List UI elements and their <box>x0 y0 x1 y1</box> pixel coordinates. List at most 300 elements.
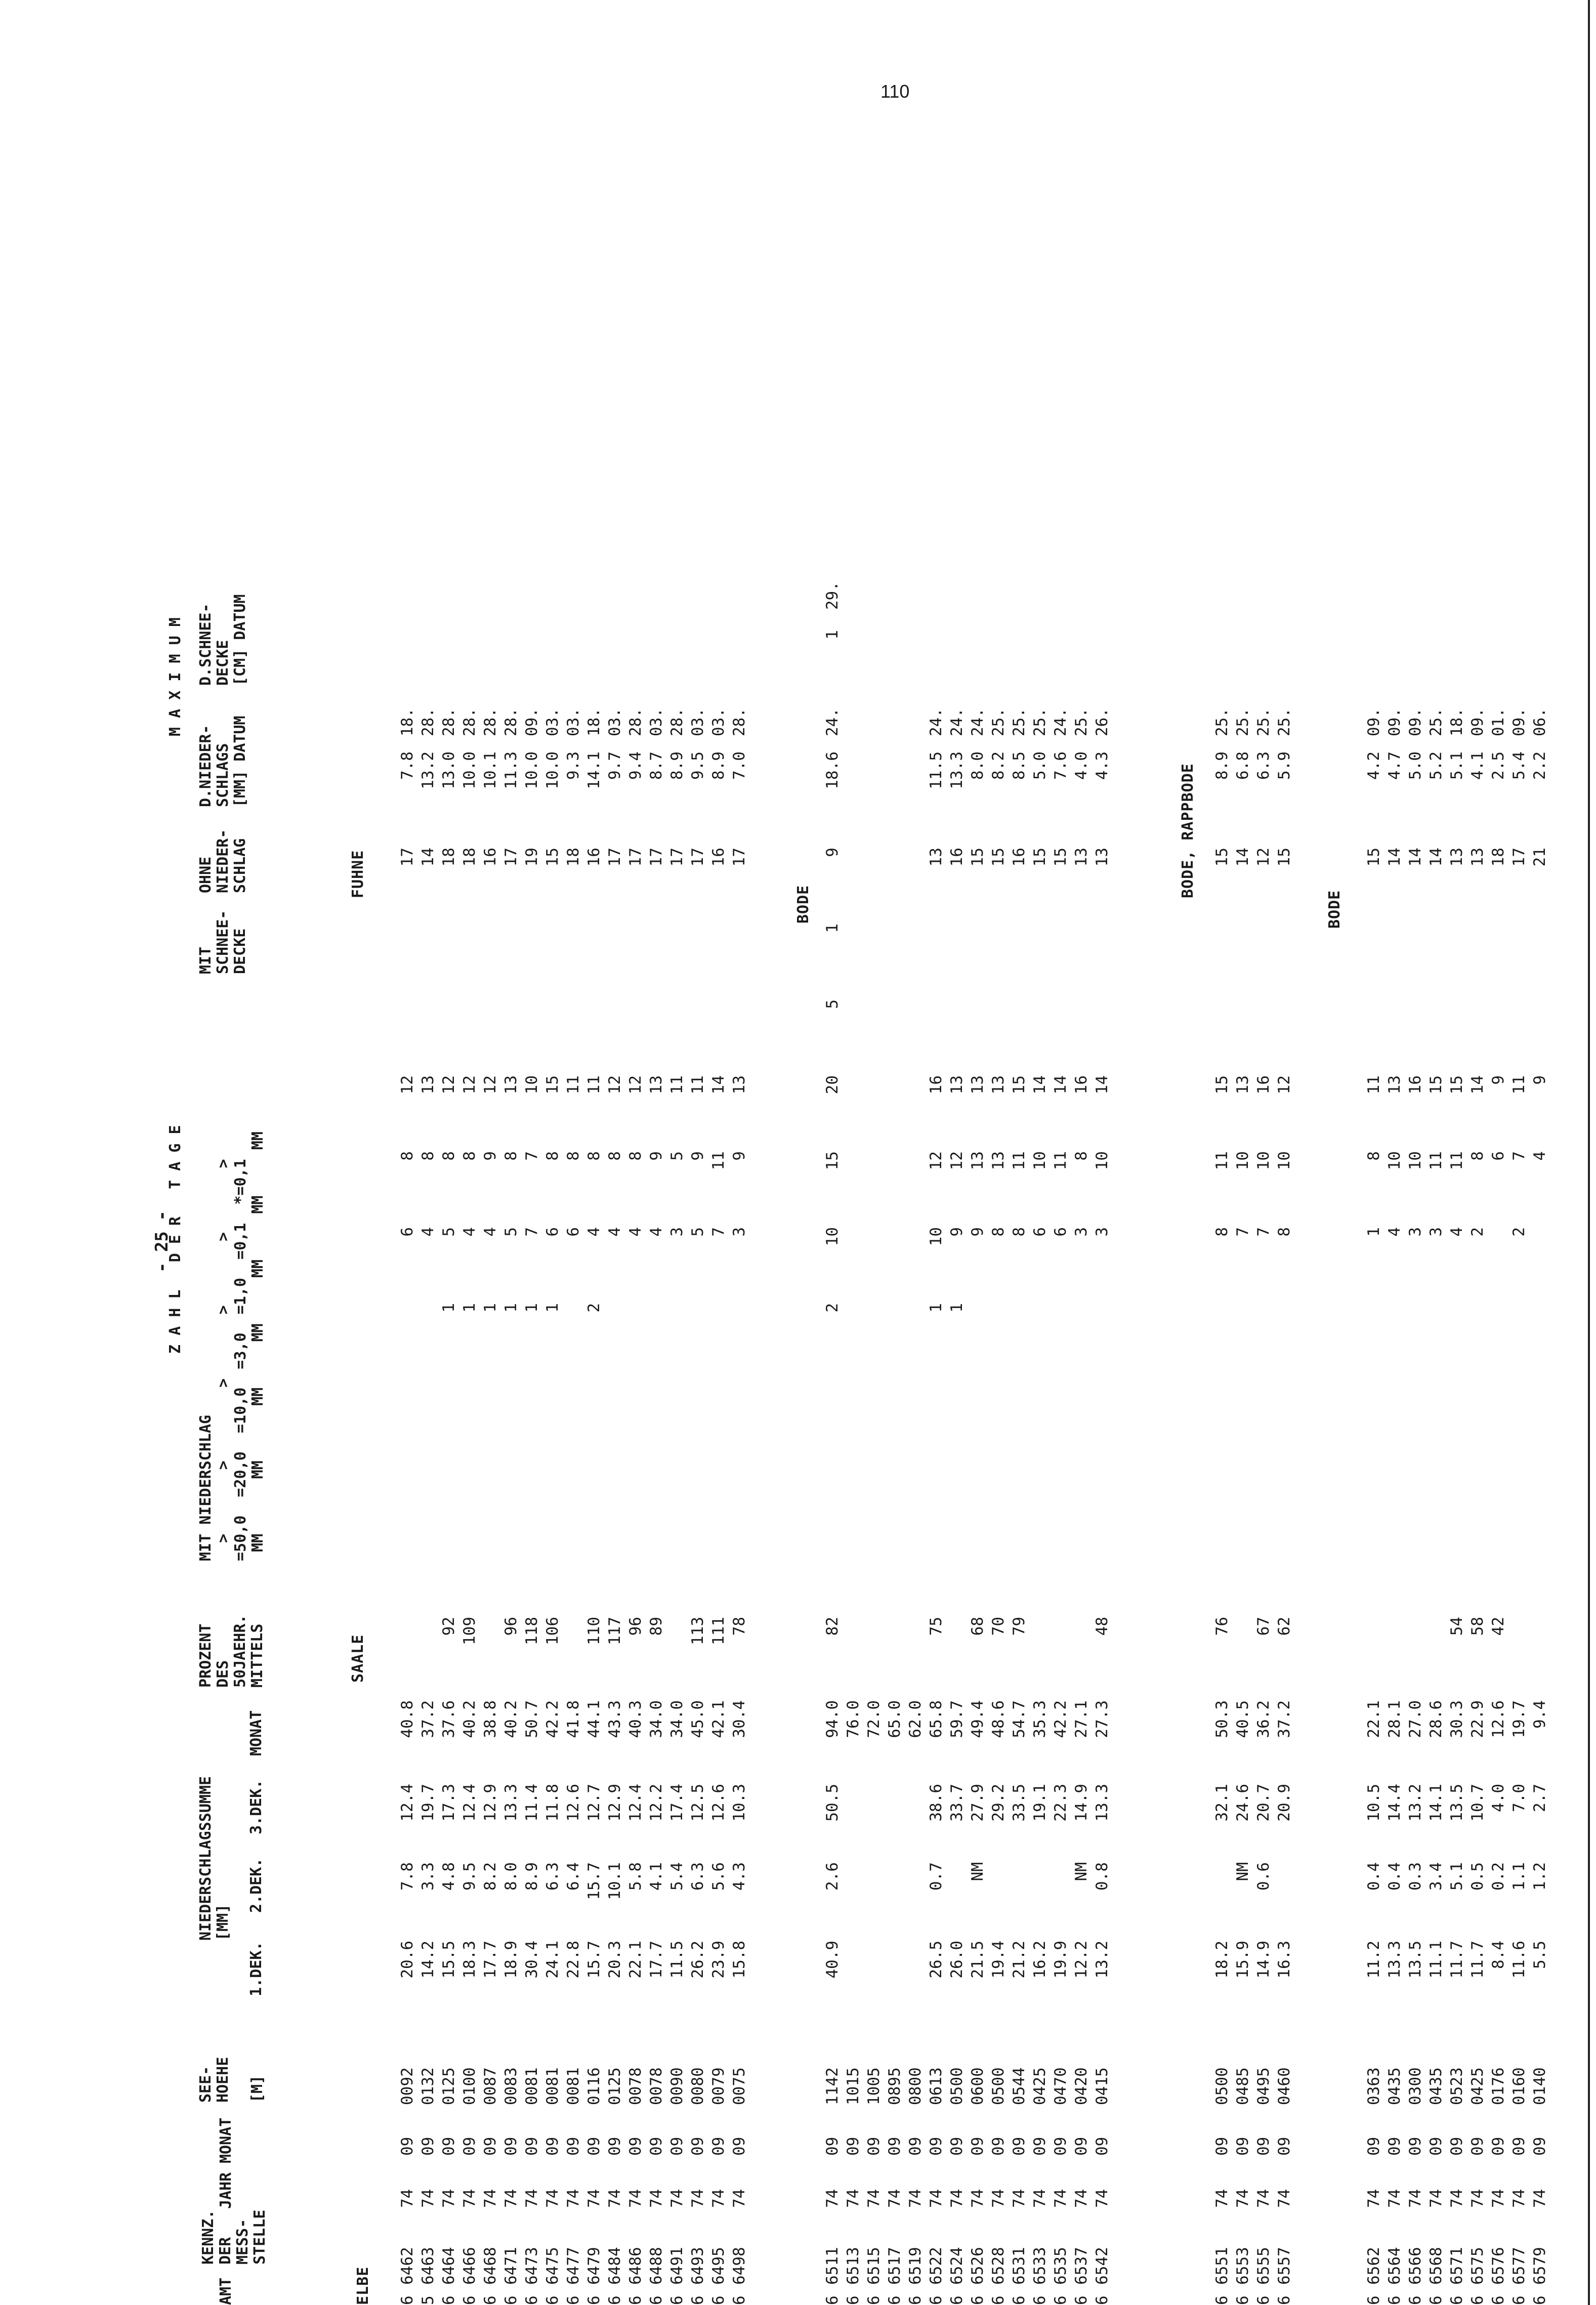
cell-mxnd: 25. <box>1427 708 1445 736</box>
cell-n3: 4 <box>481 1227 499 1237</box>
cell-d1: 23.9 <box>709 1941 728 1979</box>
cell-amt: 6 <box>1427 2295 1445 2305</box>
cell-d1: 17.7 <box>481 1941 499 1979</box>
cell-mxn: 10.0 <box>543 751 562 789</box>
cell-n1: 8 <box>606 1151 624 1161</box>
cell-mon: 65.0 <box>886 1700 904 1738</box>
cell-mxnd: 28. <box>730 708 748 736</box>
cell-proz: 75 <box>927 1617 945 1636</box>
cell-n3: 3 <box>668 1227 686 1237</box>
cell-mon: 22.9 <box>1468 1700 1487 1738</box>
cell-amt: 6 <box>564 2295 582 2305</box>
cell-ohne: 13 <box>1072 848 1090 867</box>
cell-proz: 62 <box>1275 1617 1293 1636</box>
cell-ohne: 17 <box>1510 848 1528 867</box>
table-row <box>483 534 498 2305</box>
table-row <box>1256 534 1272 2305</box>
cell-n1: 11 <box>1448 1151 1466 1170</box>
cell-jahr: 74 <box>1093 2189 1111 2208</box>
table-row <box>1277 534 1292 2305</box>
cell-mxnd: 03. <box>606 708 624 736</box>
cell-hoehe: 0078 <box>647 2067 665 2105</box>
cell-proz: 82 <box>823 1617 842 1636</box>
cell-hoehe: 0176 <box>1489 2067 1507 2105</box>
cell-proz: 111 <box>709 1617 728 1645</box>
cell-hoehe: 0125 <box>440 2067 458 2105</box>
cell-ohne: 18 <box>440 848 458 867</box>
cell-hoehe: 0079 <box>709 2067 728 2105</box>
cell-d3: 33.7 <box>948 1784 966 1822</box>
cell-d1: 5.5 <box>1531 1941 1549 1969</box>
cell-hoehe: 0485 <box>1234 2067 1252 2105</box>
cell-mxn: 5.2 <box>1427 751 1445 780</box>
cell-mxn: 2.2 <box>1531 751 1549 780</box>
rotated-table <box>0 89 1549 2305</box>
cell-n1: 12 <box>927 1151 945 1170</box>
cell-mxn: 4.2 <box>1365 751 1383 780</box>
cell-n01: 16 <box>1254 1075 1273 1095</box>
cell-n1: 9 <box>647 1151 665 1161</box>
cell-amt: 6 <box>543 2295 562 2305</box>
header-maximum: M A X I M U M <box>166 617 184 736</box>
cell-amt: 6 <box>823 2295 842 2305</box>
cell-mxn: 11.3 <box>502 751 520 789</box>
cell-kennz: 6519 <box>906 2247 925 2285</box>
cell-n1: 8 <box>460 1151 479 1161</box>
cell-monat: 09 <box>419 2136 437 2156</box>
cell-jahr: 74 <box>1510 2189 1528 2208</box>
cell-n1: 5 <box>668 1151 686 1161</box>
cell-jahr: 74 <box>1234 2189 1252 2208</box>
cell-n1: 8 <box>398 1151 416 1161</box>
header-seehoehe: SEE- HOEHE [M] <box>197 2057 266 2103</box>
cell-mxnd: 26. <box>1093 708 1111 736</box>
table-row <box>628 534 644 2305</box>
cell-kennz: 6471 <box>502 2247 520 2285</box>
cell-n10: 1 <box>543 1303 562 1313</box>
cell-ohne: 15 <box>543 848 562 867</box>
cell-mxn: 10.0 <box>460 751 479 789</box>
cell-n01: 11 <box>585 1075 603 1095</box>
cell-hoehe: 0895 <box>886 2067 904 2105</box>
cell-ohne: 17 <box>626 848 645 867</box>
cell-d2: 5.4 <box>668 1862 686 1891</box>
cell-n01: 15 <box>1448 1075 1466 1095</box>
cell-monat: 09 <box>906 2136 925 2156</box>
cell-hoehe: 0081 <box>543 2067 562 2105</box>
cell-kennz: 6566 <box>1406 2247 1424 2285</box>
cell-mxn: 10.1 <box>481 751 499 789</box>
cell-d3: 17.3 <box>440 1784 458 1822</box>
cell-d1: 15.9 <box>1234 1941 1252 1979</box>
cell-d3: 7.0 <box>1510 1784 1528 1812</box>
cell-mxn: 4.7 <box>1385 751 1404 780</box>
cell-monat: 09 <box>989 2136 1007 2156</box>
cell-kennz: 6571 <box>1448 2247 1466 2285</box>
cell-mxnd: 25. <box>1072 708 1090 736</box>
cell-d3: 4.0 <box>1489 1784 1507 1812</box>
cell-amt: 6 <box>626 2295 645 2305</box>
cell-mxnd: 24. <box>969 708 987 736</box>
cell-n3: 4 <box>460 1227 479 1237</box>
cell-monat: 09 <box>585 2136 603 2156</box>
cell-n01: 14 <box>1093 1075 1111 1095</box>
cell-d2: 5.8 <box>626 1862 645 1891</box>
cell-mon: 42.2 <box>1052 1700 1070 1738</box>
cell-mon: 50.3 <box>1213 1700 1231 1738</box>
cell-hoehe: 0116 <box>585 2067 603 2105</box>
header-niederschlagssumme: NIEDERSCHLAGSSUMME [MM] <box>197 1776 232 1941</box>
cell-amt: 6 <box>1510 2295 1528 2305</box>
cell-amt: 6 <box>1385 2295 1404 2305</box>
cell-d1: 11.1 <box>1427 1941 1445 1979</box>
cell-n10: 2 <box>823 1303 842 1313</box>
cell-kennz: 6515 <box>865 2247 883 2285</box>
table-row <box>1408 534 1423 2305</box>
cell-kennz: 6551 <box>1213 2247 1231 2285</box>
table-row <box>846 534 861 2305</box>
cell-mon: 30.4 <box>730 1700 748 1738</box>
cell-ohne: 14 <box>1234 848 1252 867</box>
cell-mxnd: 09. <box>1510 708 1528 736</box>
cell-d2: 10.1 <box>606 1862 624 1900</box>
cell-hoehe: 0363 <box>1365 2067 1383 2105</box>
cell-proz: 70 <box>989 1617 1007 1636</box>
cell-proz: 48 <box>1093 1617 1111 1636</box>
cell-n01: 12 <box>460 1075 479 1095</box>
cell-amt: 6 <box>1093 2295 1111 2305</box>
cell-proz: 42 <box>1489 1617 1507 1636</box>
cell-d1: 19.9 <box>1052 1941 1070 1979</box>
cell-ohne: 15 <box>989 848 1007 867</box>
cell-hoehe: 0300 <box>1406 2067 1424 2105</box>
cell-hoehe: 0081 <box>523 2067 541 2105</box>
section-label-elbe: ELBE <box>354 2266 372 2305</box>
cell-mon: 37.2 <box>1275 1700 1293 1738</box>
table-row <box>866 534 882 2305</box>
cell-ohne: 15 <box>1275 848 1293 867</box>
cell-hoehe: 0160 <box>1510 2067 1528 2105</box>
cell-n1: 7 <box>523 1151 541 1161</box>
cell-monat: 09 <box>1510 2136 1528 2156</box>
cell-d1: 19.4 <box>989 1941 1007 1979</box>
cell-n1: 9 <box>481 1151 499 1161</box>
cell-mxn: 7.0 <box>730 751 748 780</box>
cell-n01: 11 <box>1365 1075 1383 1095</box>
cell-n01: 15 <box>1213 1075 1231 1095</box>
cell-mon: 76.0 <box>844 1700 862 1738</box>
cell-jahr: 74 <box>823 2189 842 2208</box>
cell-mxn: 8.9 <box>709 751 728 780</box>
cell-ohne: 18 <box>1489 848 1507 867</box>
cell-monat: 09 <box>398 2136 416 2156</box>
cell-d3: 12.9 <box>481 1784 499 1822</box>
cell-amt: 6 <box>1275 2295 1293 2305</box>
cell-jahr: 74 <box>1427 2189 1445 2208</box>
cell-n01: 9 <box>1489 1075 1507 1085</box>
cell-amt: 6 <box>647 2295 665 2305</box>
cell-mxnd: 24. <box>823 708 842 736</box>
cell-d2: 0.7 <box>927 1862 945 1891</box>
cell-n1: 13 <box>989 1151 1007 1170</box>
cell-n1: 10 <box>1234 1151 1252 1170</box>
cell-n3: 2 <box>1510 1227 1528 1237</box>
cell-d3: 12.4 <box>460 1784 479 1822</box>
cell-kennz: 6468 <box>481 2247 499 2285</box>
cell-hoehe: 0544 <box>1010 2067 1028 2105</box>
cell-jahr: 74 <box>585 2189 603 2208</box>
cell-amt: 6 <box>1406 2295 1424 2305</box>
cell-n1: 11 <box>1213 1151 1231 1170</box>
cell-n1: 13 <box>969 1151 987 1170</box>
cell-hoehe: 0425 <box>1031 2067 1049 2105</box>
cell-n3: 8 <box>1010 1227 1028 1237</box>
cell-kennz: 6557 <box>1275 2247 1293 2285</box>
cell-ohne: 16 <box>948 848 966 867</box>
cell-d3: 20.7 <box>1254 1784 1273 1822</box>
cell-hoehe: 0613 <box>927 2067 945 2105</box>
cell-mxnd: 03. <box>543 708 562 736</box>
cell-amt: 6 <box>1531 2295 1549 2305</box>
cell-d2: 7.8 <box>398 1862 416 1891</box>
cell-mon: 37.6 <box>440 1700 458 1738</box>
cell-n01: 14 <box>1031 1075 1049 1095</box>
cell-hoehe: 0500 <box>948 2067 966 2105</box>
section-label-bode-rappbode: BODE, RAPPBODE <box>1179 763 1197 898</box>
cell-hoehe: 0460 <box>1275 2067 1293 2105</box>
cell-mon: 72.0 <box>865 1700 883 1738</box>
table-row <box>1053 534 1069 2305</box>
cell-n1: 11 <box>1427 1151 1445 1170</box>
cell-n1: 8 <box>419 1151 437 1161</box>
cell-t01: 5 <box>823 999 842 1009</box>
section-label-bode-2: BODE <box>1326 890 1343 929</box>
table-row <box>441 534 457 2305</box>
cell-mxn: 10.0 <box>523 751 541 789</box>
cell-mxn: 5.1 <box>1448 751 1466 780</box>
cell-hoehe: 0125 <box>606 2067 624 2105</box>
cell-amt: 6 <box>502 2295 520 2305</box>
cell-d3: 2.7 <box>1531 1784 1549 1812</box>
cell-ohne: 13 <box>927 848 945 867</box>
cell-d2: 5.1 <box>1448 1862 1466 1891</box>
cell-n3: 3 <box>1093 1227 1111 1237</box>
cell-amt: 6 <box>398 2295 416 2305</box>
cell-n3: 5 <box>502 1227 520 1237</box>
cell-d1: 11.7 <box>1468 1941 1487 1979</box>
cell-kennz: 6535 <box>1052 2247 1070 2285</box>
cell-hoehe: 0075 <box>730 2067 748 2105</box>
cell-mxn: 5.0 <box>1031 751 1049 780</box>
cell-jahr: 74 <box>523 2189 541 2208</box>
cell-proz: 76 <box>1213 1617 1231 1636</box>
cell-hoehe: 1142 <box>823 2067 842 2105</box>
cell-kennz: 6526 <box>969 2247 987 2285</box>
cell-d2: 15.7 <box>585 1862 603 1900</box>
table-row <box>690 534 706 2305</box>
cell-amt: 6 <box>440 2295 458 2305</box>
cell-d1: 18.9 <box>502 1941 520 1979</box>
cell-kennz: 6537 <box>1072 2247 1090 2285</box>
cell-mxnd: 28. <box>419 708 437 736</box>
cell-n01: 10 <box>523 1075 541 1095</box>
cell-hoehe: 0500 <box>1213 2067 1231 2105</box>
table-row <box>1429 534 1444 2305</box>
cell-d2: 8.0 <box>502 1862 520 1891</box>
cell-monat: 09 <box>1406 2136 1424 2156</box>
cell-jahr: 74 <box>606 2189 624 2208</box>
cell-n1: 8 <box>626 1151 645 1161</box>
cell-kennz: 6493 <box>689 2247 707 2285</box>
cell-jahr: 74 <box>1365 2189 1383 2208</box>
cell-mxn: 14.1 <box>585 751 603 789</box>
cell-mxn: 13.3 <box>948 751 966 789</box>
cell-mxnd: 25. <box>1031 708 1049 736</box>
table-row <box>1387 534 1403 2305</box>
cell-mxn: 8.9 <box>1213 751 1231 780</box>
cell-d1: 18.3 <box>460 1941 479 1979</box>
cell-hoehe: 1005 <box>865 2067 883 2105</box>
cell-mon: 19.7 <box>1510 1700 1528 1738</box>
cell-mxnd: 18. <box>398 708 416 736</box>
cell-n1: 9 <box>689 1151 707 1161</box>
cell-d2: 6.3 <box>689 1862 707 1891</box>
cell-kennz: 6462 <box>398 2247 416 2285</box>
cell-mxsd: 29. <box>823 581 842 610</box>
cell-d1: 30.4 <box>523 1941 541 1979</box>
cell-mxnd: 25. <box>1275 708 1293 736</box>
cell-n1: 8 <box>564 1151 582 1161</box>
cell-n01: 16 <box>1072 1075 1090 1095</box>
cell-mxnd: 25. <box>1234 708 1252 736</box>
cell-n01: 13 <box>1234 1075 1252 1095</box>
cell-ohne: 17 <box>647 848 665 867</box>
cell-mon: 42.2 <box>543 1700 562 1738</box>
cell-jahr: 74 <box>865 2189 883 2208</box>
cell-monat: 09 <box>1010 2136 1028 2156</box>
table-row <box>400 534 415 2305</box>
section-label-fuhne: FUHNE <box>349 850 367 898</box>
cell-d2: 2.6 <box>823 1862 842 1891</box>
cell-n3: 4 <box>647 1227 665 1237</box>
cell-amt: 6 <box>1072 2295 1090 2305</box>
cell-d1: 13.3 <box>1385 1941 1404 1979</box>
cell-ohne: 14 <box>419 848 437 867</box>
cell-d2: 8.9 <box>523 1862 541 1891</box>
cell-hoehe: 0078 <box>626 2067 645 2105</box>
cell-jahr: 74 <box>1213 2189 1231 2208</box>
cell-hoehe: 0087 <box>481 2067 499 2105</box>
cell-d2: 4.3 <box>730 1862 748 1891</box>
cell-amt: 6 <box>1010 2295 1028 2305</box>
header-prozent: PROZENT DES 50JAEHR. MITTELS <box>197 1614 266 1688</box>
cell-d3: 29.2 <box>989 1784 1007 1822</box>
cell-amt: 6 <box>1213 2295 1231 2305</box>
cell-n3: 7 <box>709 1227 728 1237</box>
cell-d2: NM <box>1234 1862 1252 1881</box>
cell-mxn: 4.0 <box>1072 751 1090 780</box>
cell-d2: 0.4 <box>1365 1862 1383 1891</box>
table-row <box>586 534 602 2305</box>
cell-mxn: 13.0 <box>440 751 458 789</box>
cell-proz: 106 <box>543 1617 562 1645</box>
cell-hoehe: 0080 <box>689 2067 707 2105</box>
cell-kennz: 6513 <box>844 2247 862 2285</box>
header-max-schneedecke: D.SCHNEE- DECKE [CM] DATUM <box>197 594 249 686</box>
cell-mxnd: 25. <box>1254 708 1273 736</box>
cell-proz: 79 <box>1010 1617 1028 1636</box>
cell-d1: 22.1 <box>626 1941 645 1979</box>
cell-n01: 11 <box>689 1075 707 1095</box>
cell-jahr: 74 <box>502 2189 520 2208</box>
cell-monat: 09 <box>1468 2136 1487 2156</box>
cell-n1: 11 <box>1010 1151 1028 1170</box>
cell-kennz: 6576 <box>1489 2247 1507 2285</box>
page-number: 110 <box>880 81 910 102</box>
cell-mon: 27.1 <box>1072 1700 1090 1738</box>
cell-d1: 17.7 <box>647 1941 665 1979</box>
cell-mon: 40.8 <box>398 1700 416 1738</box>
table-row <box>949 534 965 2305</box>
cell-d3: 14.9 <box>1072 1784 1090 1822</box>
cell-jahr: 74 <box>709 2189 728 2208</box>
cell-ohne: 17 <box>668 848 686 867</box>
cell-monat: 09 <box>626 2136 645 2156</box>
cell-d1: 14.9 <box>1254 1941 1273 1979</box>
cell-mxnd: 28. <box>460 708 479 736</box>
table-row <box>1449 534 1465 2305</box>
cell-n3: 6 <box>398 1227 416 1237</box>
cell-proz: 117 <box>606 1617 624 1645</box>
cell-jahr: 74 <box>460 2189 479 2208</box>
cell-mxn: 13.2 <box>419 751 437 789</box>
cell-d2: 1.2 <box>1531 1862 1549 1891</box>
table-row <box>1032 534 1048 2305</box>
cell-d1: 21.5 <box>969 1941 987 1979</box>
cell-proz: 58 <box>1468 1617 1487 1636</box>
cell-monat: 09 <box>1365 2136 1383 2156</box>
cell-d1: 13.5 <box>1406 1941 1424 1979</box>
cell-d1: 11.5 <box>668 1941 686 1979</box>
cell-monat: 09 <box>502 2136 520 2156</box>
cell-n1: 10 <box>1031 1151 1049 1170</box>
cell-jahr: 74 <box>989 2189 1007 2208</box>
cell-mon: 37.2 <box>419 1700 437 1738</box>
table-row <box>711 534 727 2305</box>
table-row <box>545 534 561 2305</box>
cell-hoehe: 0600 <box>969 2067 987 2105</box>
cell-mon: 65.8 <box>927 1700 945 1738</box>
cell-n01: 12 <box>440 1075 458 1095</box>
cell-n01: 14 <box>1052 1075 1070 1095</box>
cell-monat: 09 <box>1385 2136 1404 2156</box>
cell-ohne: 14 <box>1406 848 1424 867</box>
cell-mon: 49.4 <box>969 1700 987 1738</box>
cell-d1: 21.2 <box>1010 1941 1028 1979</box>
cell-d3: 32.1 <box>1213 1784 1231 1822</box>
header-ohne-niederschlag: OHNE NIEDER- SCHLAG <box>197 829 249 893</box>
cell-jahr: 74 <box>1531 2189 1549 2208</box>
cell-ohne: 15 <box>969 848 987 867</box>
cell-kennz: 6477 <box>564 2247 582 2285</box>
cell-d1: 20.6 <box>398 1941 416 1979</box>
cell-n10: 1 <box>481 1303 499 1313</box>
cell-mon: 40.2 <box>460 1700 479 1738</box>
cell-kennz: 6479 <box>585 2247 603 2285</box>
cell-jahr: 74 <box>1468 2189 1487 2208</box>
cell-mxnd: 28. <box>668 708 686 736</box>
cell-amt: 6 <box>1234 2295 1252 2305</box>
